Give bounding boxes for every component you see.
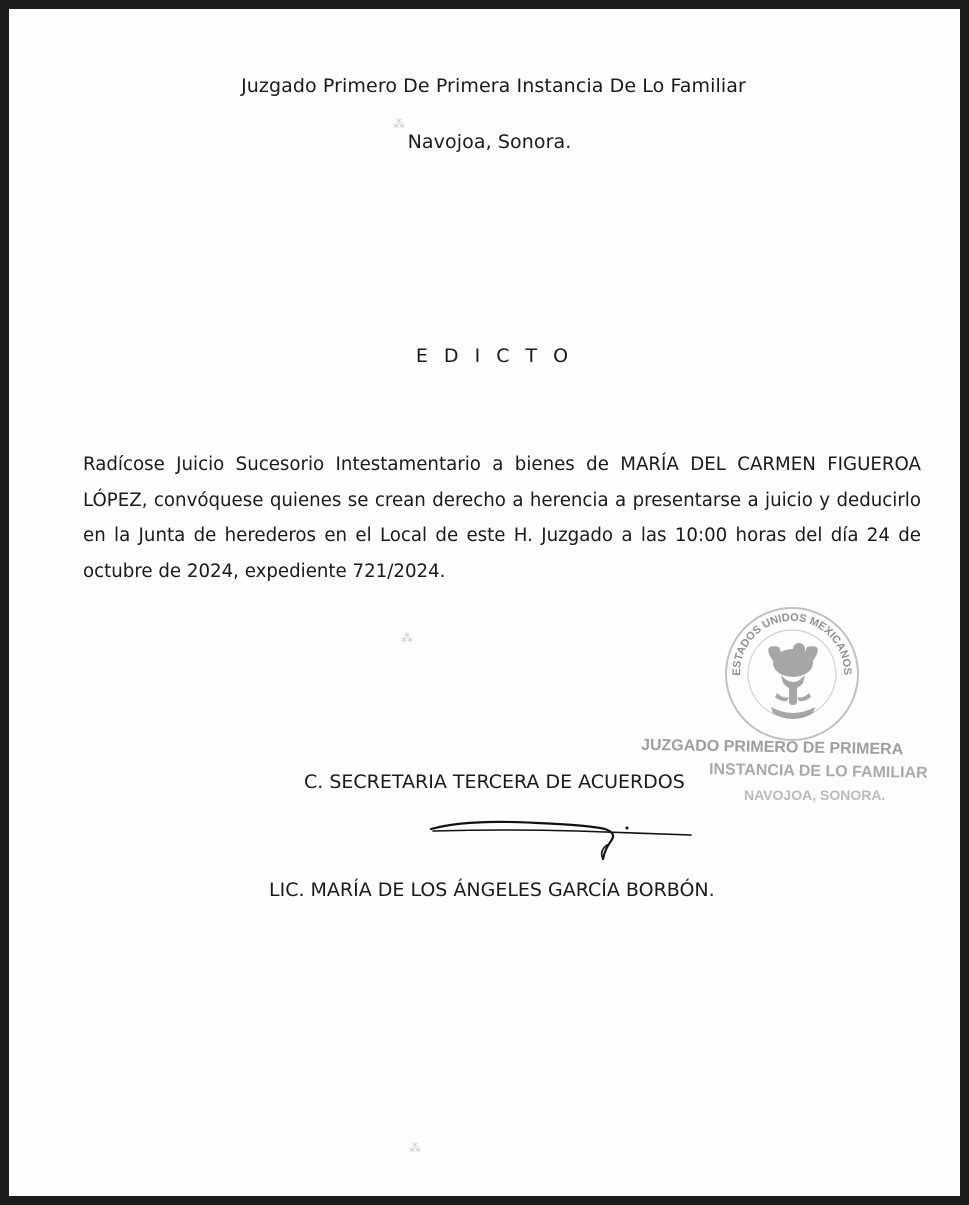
scan-mark: ⁂ [393, 117, 405, 131]
scan-mark: ⁂ [401, 631, 413, 645]
document-title: E D I C T O [415, 345, 574, 367]
seal-ring-text: ESTADOS UNIDOS MEXICANOS [730, 611, 854, 676]
eagle-emblem-icon [768, 643, 818, 719]
signatory-name: LIC. MARÍA DE LOS ÁNGELES GARCÍA BORBÓN. [269, 879, 715, 901]
court-name: Juzgado Primero De Primera Instancia De Lo Familiar [241, 75, 746, 97]
signatory-title: C. SECRETARIA TERCERA DE ACUERDOS [304, 771, 685, 793]
scan-mark: ⁂ [409, 1141, 421, 1155]
court-location: Navojoa, Sonora. [407, 131, 572, 153]
edict-body: Radícose Juicio Sucesorio Intestamentario a bienes de MARÍA DEL CARMEN FIGUEROA LÓPEZ, convóquese quienes se crean derecho a herencia a presentarse a juicio y deducirlo en la Junta de herederos en el Local de este H. Juzgado a las 10:00 horas del día 24 de octubre de 2024, expediente 721/2024. [83, 454, 921, 582]
seal-text-line-3: NAVOJOA, SONORA. [744, 787, 886, 803]
seal-text-line-1: JUZGADO PRIMERO DE PRIMERA [640, 736, 904, 759]
seal-text-line-2: INSTANCIA DE LO FAMILIAR [708, 761, 928, 782]
handwritten-signature [427, 815, 697, 865]
official-seal [721, 603, 863, 745]
